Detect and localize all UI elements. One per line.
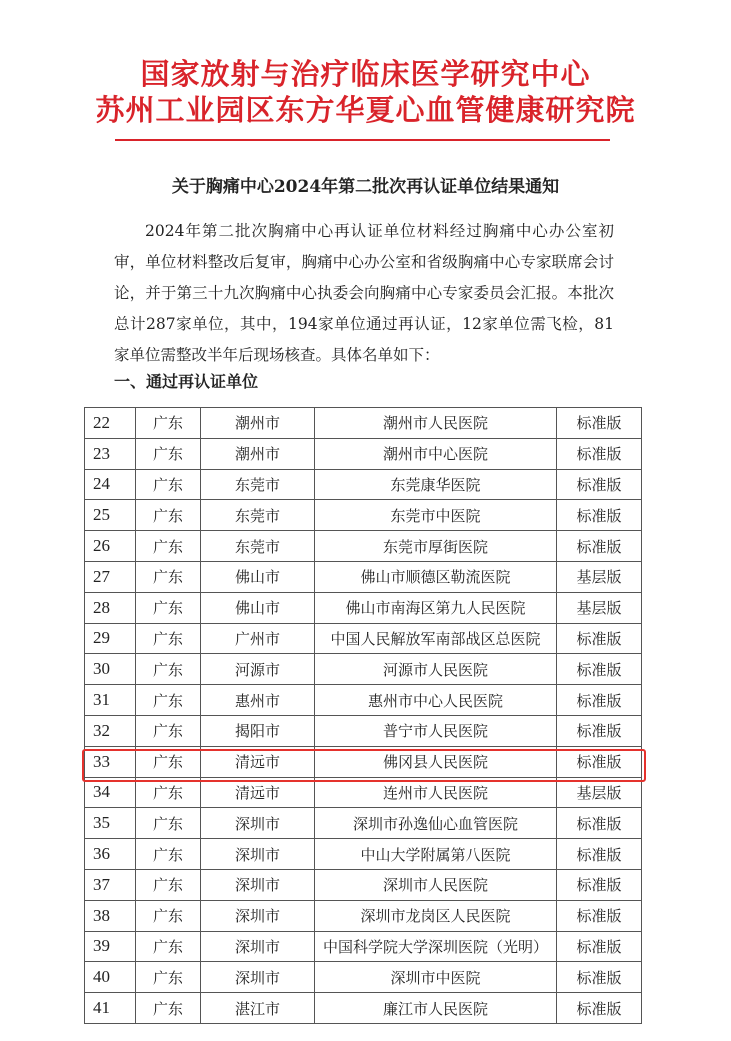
header-divider [115,139,610,141]
table-row [85,931,642,962]
row-number: 39 [85,931,136,962]
table-row [85,715,642,746]
row-number: 30 [85,654,136,685]
hospital-name: 佛冈县人民医院 [315,746,557,777]
city: 东莞市 [201,531,315,562]
province: 广东 [136,808,201,839]
version: 标准版 [557,808,642,839]
province: 广东 [136,654,201,685]
province: 广东 [136,685,201,716]
province: 广东 [136,839,201,870]
province: 广东 [136,592,201,623]
table-row [85,685,642,716]
version: 标准版 [557,931,642,962]
hospital-name: 深圳市龙岗区人民医院 [315,900,557,931]
city: 揭阳市 [201,715,315,746]
hospital-name: 潮州市中心医院 [315,438,557,469]
city: 潮州市 [201,438,315,469]
province: 广东 [136,623,201,654]
hospital-name: 佛山市顺德区勒流医院 [315,561,557,592]
version: 标准版 [557,900,642,931]
province: 广东 [136,408,201,439]
city: 深圳市 [201,869,315,900]
version: 标准版 [557,962,642,993]
row-number: 36 [85,839,136,870]
hospital-name: 东莞市中医院 [315,500,557,531]
table-row [85,993,642,1024]
table-row [85,561,642,592]
city: 深圳市 [201,931,315,962]
province: 广东 [136,500,201,531]
table-row [85,869,642,900]
row-number: 32 [85,715,136,746]
version: 标准版 [557,715,642,746]
table-row [85,592,642,623]
version: 基层版 [557,561,642,592]
row-number: 38 [85,900,136,931]
row-number: 37 [85,869,136,900]
province: 广东 [136,777,201,808]
city: 佛山市 [201,592,315,623]
hospital-name: 深圳市人民医院 [315,869,557,900]
row-number: 31 [85,685,136,716]
row-number: 26 [85,531,136,562]
document-title: 关于胸痛中心2024年第二批次再认证单位结果通知 [171,177,560,197]
table-row [85,623,642,654]
row-number: 24 [85,469,136,500]
version: 标准版 [557,408,642,439]
province: 广东 [136,993,201,1024]
table-row [85,654,642,685]
city: 深圳市 [201,900,315,931]
results-table [84,407,642,1024]
version: 标准版 [557,869,642,900]
table-row [85,839,642,870]
row-number: 28 [85,592,136,623]
province: 广东 [136,746,201,777]
hospital-name: 连州市人民医院 [315,777,557,808]
hospital-name: 中国人民解放军南部战区总医院 [315,623,557,654]
table-row [85,408,642,439]
row-number: 41 [85,993,136,1024]
province: 广东 [136,469,201,500]
row-number: 35 [85,808,136,839]
city: 湛江市 [201,993,315,1024]
row-number: 27 [85,561,136,592]
city: 广州市 [201,623,315,654]
province: 广东 [136,715,201,746]
province: 广东 [136,900,201,931]
highlight-box [82,749,646,782]
row-number: 23 [85,438,136,469]
province: 广东 [136,931,201,962]
city: 东莞市 [201,500,315,531]
version: 标准版 [557,685,642,716]
version: 标准版 [557,654,642,685]
row-number: 29 [85,623,136,654]
row-number: 22 [85,408,136,439]
table-row [85,808,642,839]
version: 标准版 [557,531,642,562]
section-heading: 一、通过再认证单位 [114,372,259,391]
province: 广东 [136,531,201,562]
table-row [85,900,642,931]
table-row [85,531,642,562]
body-text: 2024年第二批次胸痛中心再认证单位材料经过胸痛中心办公室初审，单位材料整改后复审，胸痛中心办公室和省级胸痛中心专家联席会讨论，并于第三十九次胸痛中心执委会向胸痛中心专家委员会汇报。本批次总计287家单位，其中，194家单位通过再认证，12家单位需飞检，81家单位需整改半年后现场核查。具体名单如下： [114,222,614,364]
table-row [85,500,642,531]
body-paragraph [114,216,614,371]
org-name-line1: 国家放射与治疗临床医学研究中心 [140,57,591,91]
version: 标准版 [557,438,642,469]
city: 清远市 [201,746,315,777]
province: 广东 [136,438,201,469]
city: 河源市 [201,654,315,685]
hospital-name: 佛山市南海区第九人民医院 [315,592,557,623]
hospital-name: 河源市人民医院 [315,654,557,685]
row-number: 34 [85,777,136,808]
row-number: 33 [85,746,136,777]
version: 标准版 [557,993,642,1024]
hospital-name: 惠州市中心人民医院 [315,685,557,716]
hospital-name: 中山大学附属第八医院 [315,839,557,870]
row-number: 40 [85,962,136,993]
city: 东莞市 [201,469,315,500]
province: 广东 [136,962,201,993]
city: 深圳市 [201,962,315,993]
city: 深圳市 [201,839,315,870]
org-name-line2: 苏州工业园区东方华夏心血管健康研究院 [95,93,636,127]
city: 潮州市 [201,408,315,439]
hospital-name: 深圳市中医院 [315,962,557,993]
city: 清远市 [201,777,315,808]
hospital-name: 中国科学院大学深圳医院（光明） [315,931,557,962]
version: 基层版 [557,777,642,808]
table-row [85,469,642,500]
version: 标准版 [557,746,642,777]
hospital-name: 深圳市孙逸仙心血管医院 [315,808,557,839]
version: 基层版 [557,592,642,623]
version: 标准版 [557,839,642,870]
hospital-name: 廉江市人民医院 [315,993,557,1024]
hospital-name: 潮州市人民医院 [315,408,557,439]
city: 深圳市 [201,808,315,839]
table-row [85,962,642,993]
hospital-name: 东莞市厚街医院 [315,531,557,562]
province: 广东 [136,869,201,900]
row-number: 25 [85,500,136,531]
table-row [85,438,642,469]
hospital-name: 东莞康华医院 [315,469,557,500]
city: 佛山市 [201,561,315,592]
version: 标准版 [557,500,642,531]
hospital-name: 普宁市人民医院 [315,715,557,746]
city: 惠州市 [201,685,315,716]
version: 标准版 [557,469,642,500]
version: 标准版 [557,623,642,654]
province: 广东 [136,561,201,592]
